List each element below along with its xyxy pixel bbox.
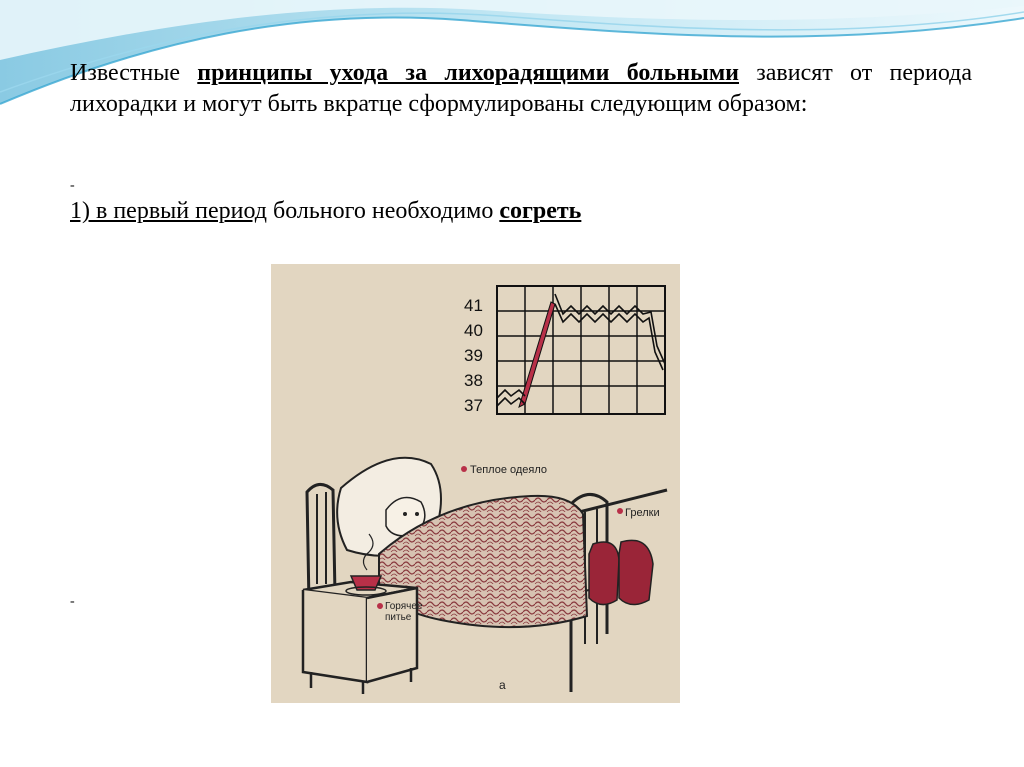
tick-37: 37 xyxy=(464,396,483,415)
label-heaters: Грелки xyxy=(625,507,660,519)
item-1-period: 1) в первый период xyxy=(70,198,267,224)
figure-caption: а xyxy=(499,678,506,692)
fever-care-illustration xyxy=(271,264,680,703)
tick-40: 40 xyxy=(464,321,483,340)
item-1 xyxy=(70,196,581,227)
tick-41: 41 xyxy=(464,296,483,315)
item-1-action: согреть xyxy=(499,198,582,224)
tick-38: 38 xyxy=(464,371,483,390)
intro-paragraph xyxy=(70,58,972,120)
label-drink-line-1: Горячее xyxy=(385,601,423,612)
item-1-text: больного необходимо xyxy=(266,198,500,224)
intro-text-emphasis: принципы ухода за лихорадящими больными xyxy=(197,60,740,86)
heater-1 xyxy=(589,542,619,605)
intro-text-2: зависят от периода лихорадки и могут быть вкратце сформулированы следующим образом: xyxy=(70,60,973,117)
label-drink-line-2: питье xyxy=(385,612,412,623)
intro-text-1: Известные xyxy=(70,60,198,86)
dash-marker-2: - xyxy=(70,594,75,609)
tick-39: 39 xyxy=(464,346,483,365)
heater-2 xyxy=(619,540,653,604)
temperature-ticks xyxy=(464,296,483,415)
dash-marker-1: - xyxy=(70,178,75,193)
label-blanket: Теплое одеяло xyxy=(470,464,548,476)
